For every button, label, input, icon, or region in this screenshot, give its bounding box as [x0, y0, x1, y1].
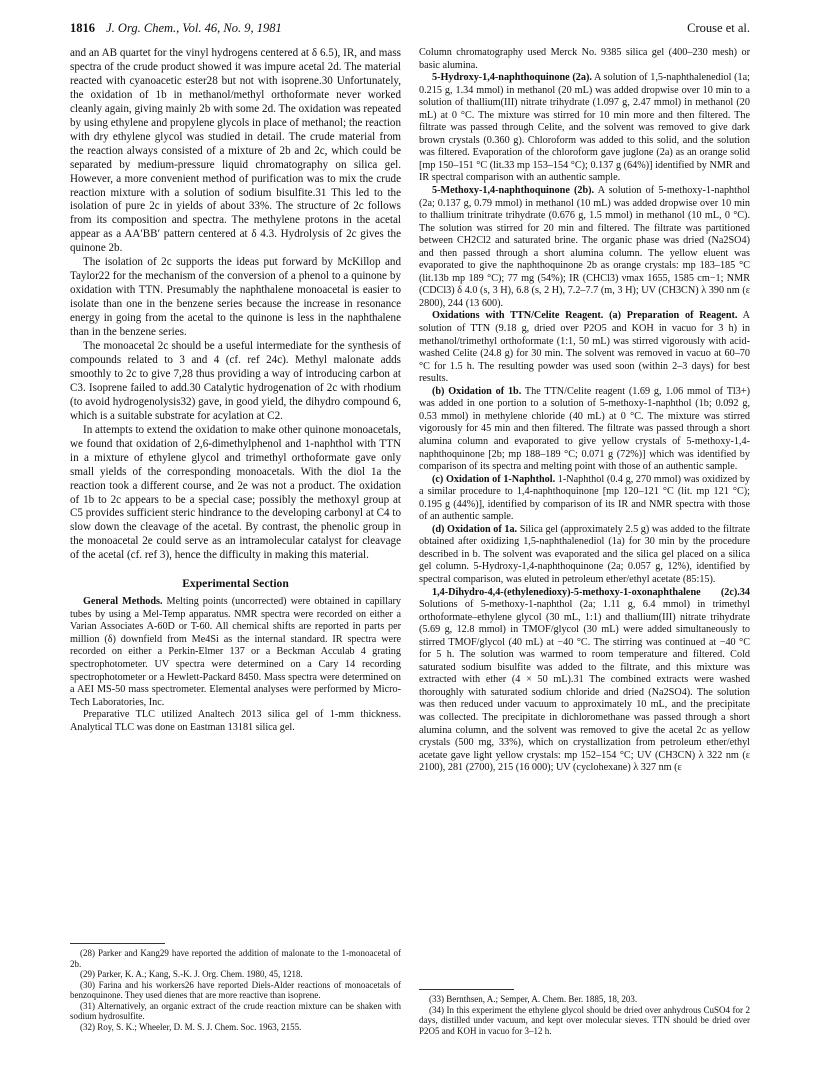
paragraph: and an AB quartet for the vinyl hydrogens centered at δ 6.5), IR, and mass spectra of the crude product showed it was impure acetal 2d. The material reacted with cyanoacetic ester28 but not with isoprene.30 Unfortunately, the oxidation of 1b in methanol/methyl orthoformate never worked cleanly again, giving mainly 2b with some 2d. The oxidation was repeated by using ethylene and propylene glycols in place of methanol; the reaction with dry ethylene glycol was studied in detail. The crude material from the reaction always consisted of a mixture of 2b and 2c, which could be separated by medium-pressure liquid chromatography on silica gel. However, a more convenient method of purification was to mix the crude reaction mixture with a solution of sodium bisulfite.31 This led to the isolation of pure 2c in yields of about 33%. The structure of 2c follows from its composition and spectra. The methylene protons in the acetal appear as a AA′BB′ pattern centered at δ 4.3. Hydrolysis of 2c gives the quinone 2b.: [70, 47, 401, 255]
procedure-text: 1-Naphthol (0.4 g, 270 mmol) was oxidized by a similar procedure to 1,4-naphthoquinone [mp 120–121 °C (lit. mp 121 °C); 0.195 g (44%)], identified by comparison of its IR and NMR spectra with those of an authentic sample.: [419, 473, 751, 523]
procedure-text: Solutions of 5-methoxy-1-naphthol (2a; 1.11 g, 6.4 mmol) in trimethyl orthoformate–ethylene glycol (30 mL, 1:1) and thallium(III) nitrate trihydrate (5.69 g, 12.8 mmol) in TMOF/glycol (30 mL) were added simultaneously to stirred TMOF/glycol (40 mL) at −40 °C. The stirring was continued at −40 °C for 5 h. The solution was warmed to room temperature and filtered. Cold saturated sodium bisulfite was added to the filtrate, and this mixture was extracted with ether (4 × 50 mL).31 The combined extracts were washed thoroughly with saturated sodium chloride and dried (Na2SO4). The solution was then reduced under vacuum to approximately 10 mL, and the precipitate was collected. The precipitate in dichloromethane was passed through a short alumina column, and the solvent was removed to give the acetal 2c as yellow crystals (500 mg, 33%), which on crystallization from petroleum ether/ethyl acetate gave light yellow crystals: mp 152–154 °C; UV (CH3CN) λ 322 nm (ε 2100), 281 (2700), 215 (16 000); UV (cyclohexane) λ 327 nm (ε: [419, 599, 750, 774]
procedure: [419, 386, 750, 474]
header-authors: Crouse et al.: [687, 21, 750, 35]
procedure-text: Silica gel (approximately 2.5 g) was added to the filtrate obtained after oxidizing 1,5-naphthalenediol (1a) for 30 min by the procedure described in b. The solvent was evaporated and the silica gel placed on a silica gel column. 5-Hydroxy-1,4-naphthoquinone (2a; 0.057 g, 12%), identified by spectral comparison, was eluted in petroleum ether/ethyl acetate (85:15).: [419, 523, 751, 585]
procedure-heading: 5-Methoxy-1,4-naphthoquinone (2b).: [432, 185, 595, 197]
page-number: 1816: [70, 21, 95, 35]
procedure-heading: (d) Oxidation of 1a.: [432, 523, 518, 535]
footnote: (28) Parker and Kang29 have reported the addition of malonate to the 1-monoacetal of 2b.: [70, 948, 401, 969]
left-column: [70, 47, 401, 734]
procedure-heading: (c) Oxidation of 1-Naphthol.: [432, 473, 556, 485]
paragraph: The monoacetal 2c should be a useful intermediate for the synthesis of compounds related to 3 and 4 (cf. ref 24c). Methyl malonate adds smoothly to 2c to give 7,28 thus providing a way of introducing carbon at C3. Isoprene failed to add.30 Catalytic hydrogenation of 2c with rhodium (to avoid hydrogenolysis32) gave, in good yield, the dihydro compound 6, which is a suitable substrate for acylation at C2.: [70, 340, 401, 422]
footnote: (34) In this experiment the ethylene glycol should be dried over anhydrous CuSO4 for 2 days, distilled under vacuum, and kept over molecular sieves. TTN should be dried over P2O5 and KOH in vacuo for 3–12 h.: [419, 1004, 750, 1036]
procedure-text: A solution of 5-methoxy-1-naphthol (2a; 0.137 g, 0.79 mmol) in methanol (10 mL) was added dropwise over 10 min to thallium trinitrate trihydrate (0.676 g, 1.5 mmol) in methanol (10 mL, 0 °C). The solution was stirred for 20 min and filtered. The filtrate was partitioned between CH2Cl2 and saturated brine. The organic phase was dried (Na2SO4) and then passed through a short alumina column. The yellow eluent was evaporated to give the naphthoquinone 2b as orange crystals: mp 183–185 °C (lit.13b mp 189 °C); 77 mg (54%); IR (CHCl3) νmax 1655, 1585 cm−1; NMR (CDCl3) δ 4.0 (s, 3 H), 6.8 (s, 2 H), 7.2–7.7 (m, 3 H); UV (CH3CN) λ 390 nm (ε 2800), 244 (13 600).: [419, 185, 751, 309]
footnote-rule: [419, 989, 514, 990]
footnotes-right: [419, 994, 750, 1036]
right-column: [419, 47, 750, 775]
running-header: [70, 20, 750, 36]
procedure-text: A solution of 1,5-naphthalenediol (1a; 0.215 g, 1.34 mmol) in methanol (20 mL) was added dropwise over 10 min to a solution of thallium(III) nitrate trihydrate (1.097 g, 2.47 mmol) in methanol (20 mL) at 0 °C. The mixture was stirred for 10 min more and then filtered. The filtrate was passed through Celite, and the solvent was removed to give dark brown crystals (0.360 g). Chloroform was added to this solid, and the solution was filtered. Evaporation of the chloroform gave juglone (2a) as an orange solid [mp 150–151 °C (lit.33 mp 153–154 °C); 0.137 g (64%)] identified by NMR and IR spectral comparison with an authentic sample.: [419, 72, 750, 184]
footnotes-left: [70, 948, 401, 1032]
paragraph: Column chromatography used Merck No. 9385 silica gel (400–230 mesh) or basic alumina.: [419, 47, 750, 71]
paragraph-text: Melting points (uncorrected) were obtained in capillary tubes by using a Mel-Temp apparatus. NMR spectra were recorded on either a Varian Associates A-60D or T-60. All chemical shifts are reported in parts per million (δ) downfield from Me4Si as the internal standard. IR spectra were recorded on either a Perkin-Elmer 137 or a Beckman Acculab 4 grating spectrophotometer. UV spectra were determined on a Cary 14 recording spectrophotometer or a Hewlett-Packard 8450. Mass spectra were determined on a AEI MS-50 mass spectrometer. Elemental analyses were performed by Micro-Tech Laboratories, Inc.: [70, 596, 401, 708]
footnote: (32) Roy, S. K.; Wheeler, D. M. S. J. Chem. Soc. 1963, 2155.: [80, 1021, 302, 1032]
footnote: (33) Bernthsen, A.; Semper, A. Chem. Ber. 1885, 18, 203.: [429, 994, 638, 1004]
footnote: (31) Alternatively, an organic extract of the crude reaction mixture can be shaken with sodium hydrosulfite.: [70, 1000, 401, 1021]
procedure-text: The TTN/Celite reagent (1.69 g, 1.06 mmol of Tl3+) was added in one portion to a solution of 5-methoxy-1-naphthol (1b; 0.092 g, 0.53 mmol) in methylene chloride (40 mL) at 0 °C. The mixture was stirred vigorously for 45 min and then filtered. The filtrate was passed through a short alumina column and evaporated to give yellow crystals of 5-methoxy-1,4-naphthoquinone [2b; mp 188–189 °C; 0.071 g (72%)] which was identified by comparison of its spectra and melting point with those of an authentic sample.: [419, 385, 750, 473]
procedure-heading: 1,4-Dihydro-4,4-(ethylenedioxy)-5-methoxy-1-oxonaphthalene (2c).34: [432, 586, 750, 598]
footnote: (29) Parker, K. A.; Kang, S.-K. J. Org. Chem. 1980, 45, 1218.: [80, 969, 303, 979]
section-heading: Experimental Section: [182, 577, 289, 591]
procedure: [419, 72, 750, 185]
procedure: [419, 185, 750, 310]
run-in-heading: General Methods.: [83, 596, 163, 608]
procedure-heading: 5-Hydroxy-1,4-naphthoquinone (2a).: [432, 72, 592, 84]
general-methods: [70, 596, 401, 734]
procedure: [419, 474, 750, 524]
footnote: (30) Farina and his workers26 have reported Diels-Alder reactions of monoacetals of benzoquinone. They used dienes that are more reactive than isoprene.: [70, 979, 401, 1000]
journal-citation: J. Org. Chem., Vol. 46, No. 9, 1981: [106, 21, 282, 35]
discussion-text: [70, 47, 401, 563]
footnote-rule: [70, 943, 165, 944]
procedure-heading: Oxidations with TTN/Celite Reagent. (a) Preparation of Reagent.: [432, 310, 738, 322]
paragraph: [70, 596, 401, 709]
header-left: [70, 20, 282, 36]
procedure: [419, 524, 750, 587]
paragraph: In attempts to extend the oxidation to make other quinone monoacetals, we found that oxidation of 2,6-dimethylphenol and 1-naphthol with TTN in a mixture of ethylene glycol and trimethyl orthoformate gave only small yields of the corresponding monoacetals. With the diol 1a the reaction took a different course, and 2e was not a product. The oxidation of 1b to 2c appears to be a special case; possibly the methoxyl group at C5 provides sufficient steric hindrance to the developing carbonyl at C4 to slow down the cleavage of the acetal. By contrast, the phenolic group in the monoacetal 2e could serve as an intramolecular catalyst for cleavage of the acetal (cf. ref 3), hence the difficulty in making this material.: [70, 423, 401, 562]
procedure-text: A solution of TTN (9.18 g, dried over P2O5 and KOH in vacuo for 3 h) in methanol/trimethyl orthoformate (1:1, 50 mL) was stirred vigorously with acid-washed Celite (24.8 g) for 30 min. The solvent was removed in vacuo at 60–70 °C for 1.5 h. The resulting powder was used soon (within 2–3 days) for best results.: [419, 310, 751, 385]
paragraph: Preparative TLC utilized Analtech 2013 silica gel of 1-mm thickness. Analytical TLC was done on Eastman 13181 silica gel.: [70, 709, 401, 733]
paragraph: The isolation of 2c supports the ideas put forward by McKillop and Taylor22 for the mechanism of the conversion of a phenol to a quinone by oxidation with TTN. Presumably the naphthalene monoacetal is easier to isolate than one in the benzene series because the increase in resonance energy in going from the acetal to the quinone is less in the naphthalene than in the benzene series.: [70, 256, 401, 339]
procedure: [419, 310, 750, 385]
procedure-heading: (b) Oxidation of 1b.: [432, 385, 522, 397]
procedure: [419, 587, 750, 775]
